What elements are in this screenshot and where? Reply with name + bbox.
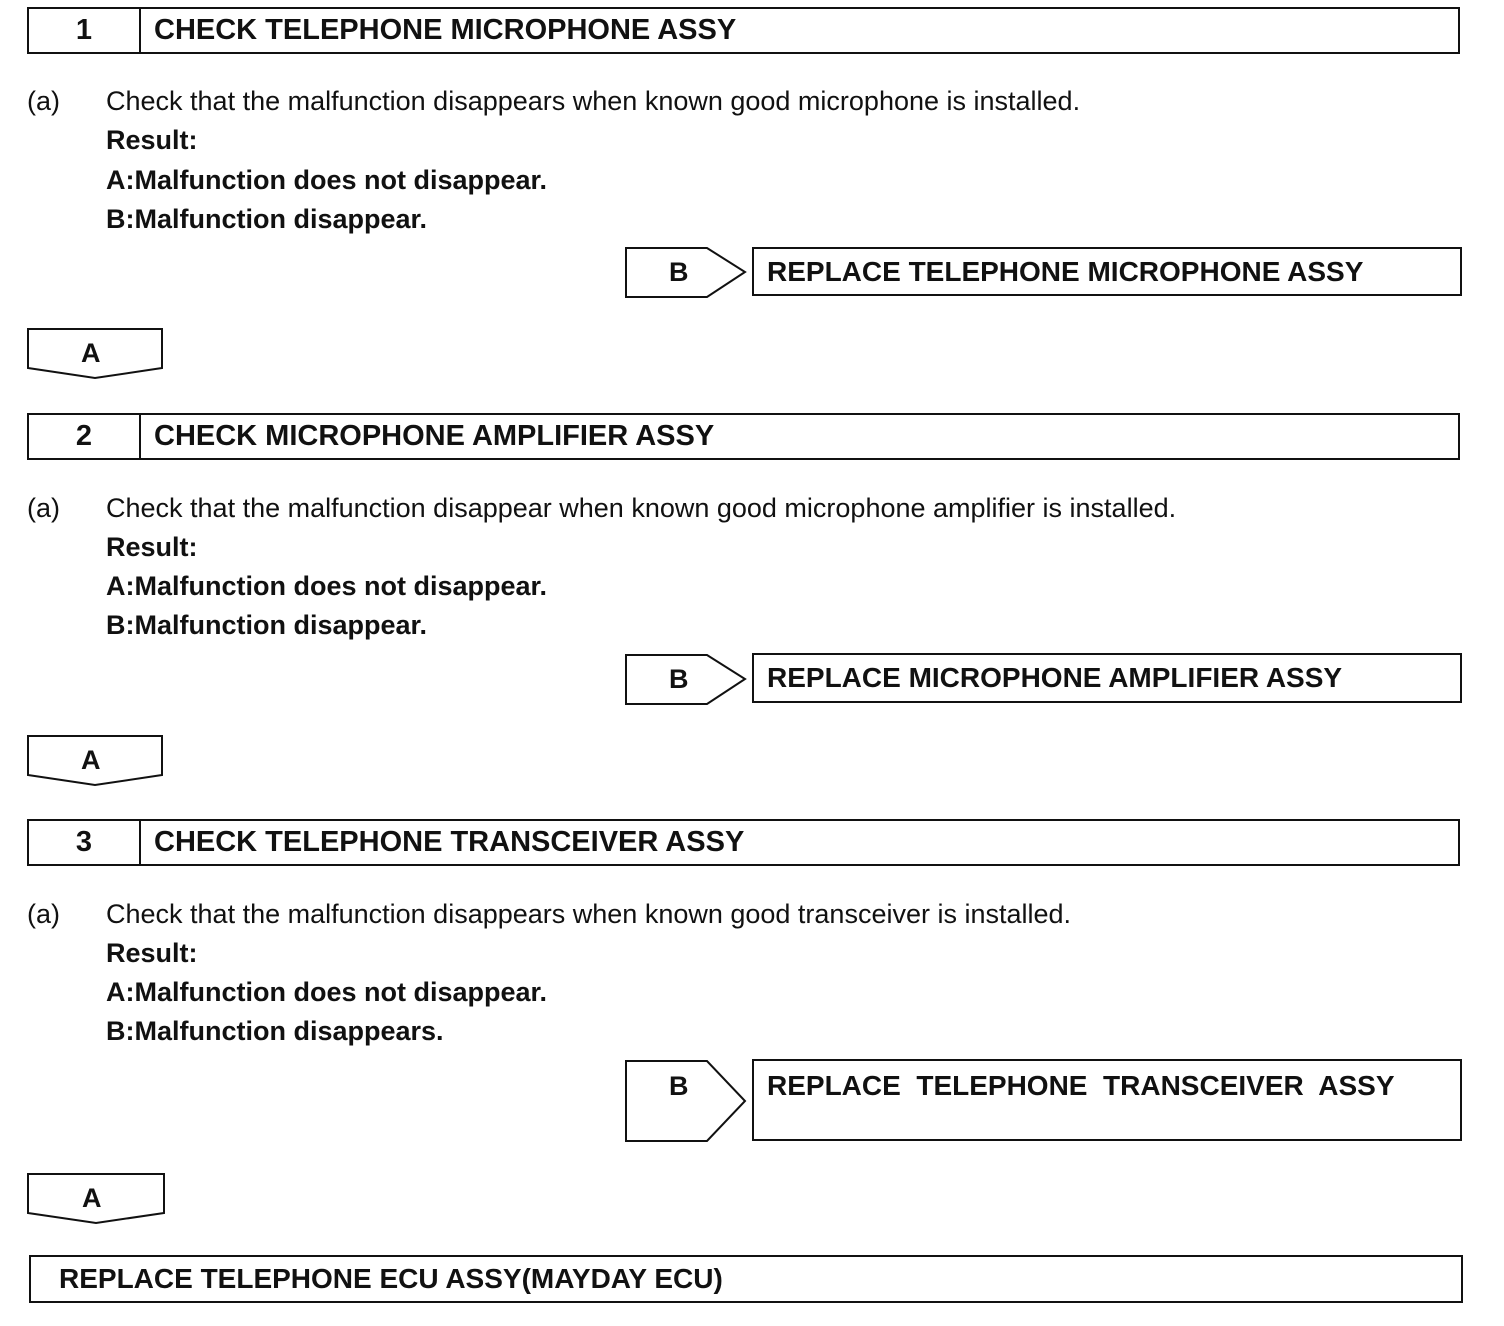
step-3-number: 3 — [29, 821, 141, 864]
step-2-a-label: A — [81, 745, 101, 775]
step-2-b-action: REPLACE MICROPHONE AMPLIFIER ASSY — [752, 653, 1462, 703]
step-2-b-label: B — [669, 664, 689, 694]
step-1-a-label: A — [81, 338, 101, 368]
step-3-b-action: REPLACE TELEPHONE TRANSCEIVER ASSY — [752, 1059, 1462, 1141]
step-3-item-text: Check that the malfunction disappears when known good transceiver is installed. — [106, 899, 1072, 929]
step-1-result-b: B:Malfunction disappear. — [106, 204, 428, 234]
final-action-box: REPLACE TELEPHONE ECU ASSY(MAYDAY ECU) — [29, 1255, 1463, 1303]
step-3-header — [27, 819, 1460, 866]
step-1-b-label: B — [669, 257, 689, 287]
step-2-number: 2 — [29, 415, 141, 458]
step-3-title: CHECK TELEPHONE TRANSCEIVER ASSY — [154, 826, 745, 858]
step-2-result-a: A:Malfunction does not disappear. — [106, 571, 548, 601]
step-3-item-label: (a) — [27, 899, 60, 929]
step-2-item-text: Check that the malfunction disappear when known good microphone amplifier is installed. — [106, 493, 1177, 523]
step-2-item-label: (a) — [27, 493, 60, 523]
step-1-number: 1 — [29, 9, 141, 52]
step-3-a-label: A — [82, 1183, 102, 1213]
step-1-header — [27, 7, 1460, 54]
step-1-result-a: A:Malfunction does not disappear. — [106, 165, 548, 195]
step-3-result-a: A:Malfunction does not disappear. — [106, 977, 548, 1007]
step-1-b-action: REPLACE TELEPHONE MICROPHONE ASSY — [752, 247, 1462, 296]
step-1-result-label: Result: — [106, 125, 198, 155]
step-3-result-b: B:Malfunction disappears. — [106, 1016, 444, 1046]
step-3-result-label: Result: — [106, 938, 198, 968]
step-1-title: CHECK TELEPHONE MICROPHONE ASSY — [154, 14, 737, 46]
step-1-item-text: Check that the malfunction disappears when known good microphone is installed. — [106, 86, 1081, 116]
step-3-b-label: B — [669, 1071, 689, 1101]
step-2-result-label: Result: — [106, 532, 198, 562]
step-2-title: CHECK MICROPHONE AMPLIFIER ASSY — [154, 420, 715, 452]
step-2-result-b: B:Malfunction disappear. — [106, 610, 428, 640]
step-1-item-label: (a) — [27, 86, 60, 116]
step-2-header — [27, 413, 1460, 460]
